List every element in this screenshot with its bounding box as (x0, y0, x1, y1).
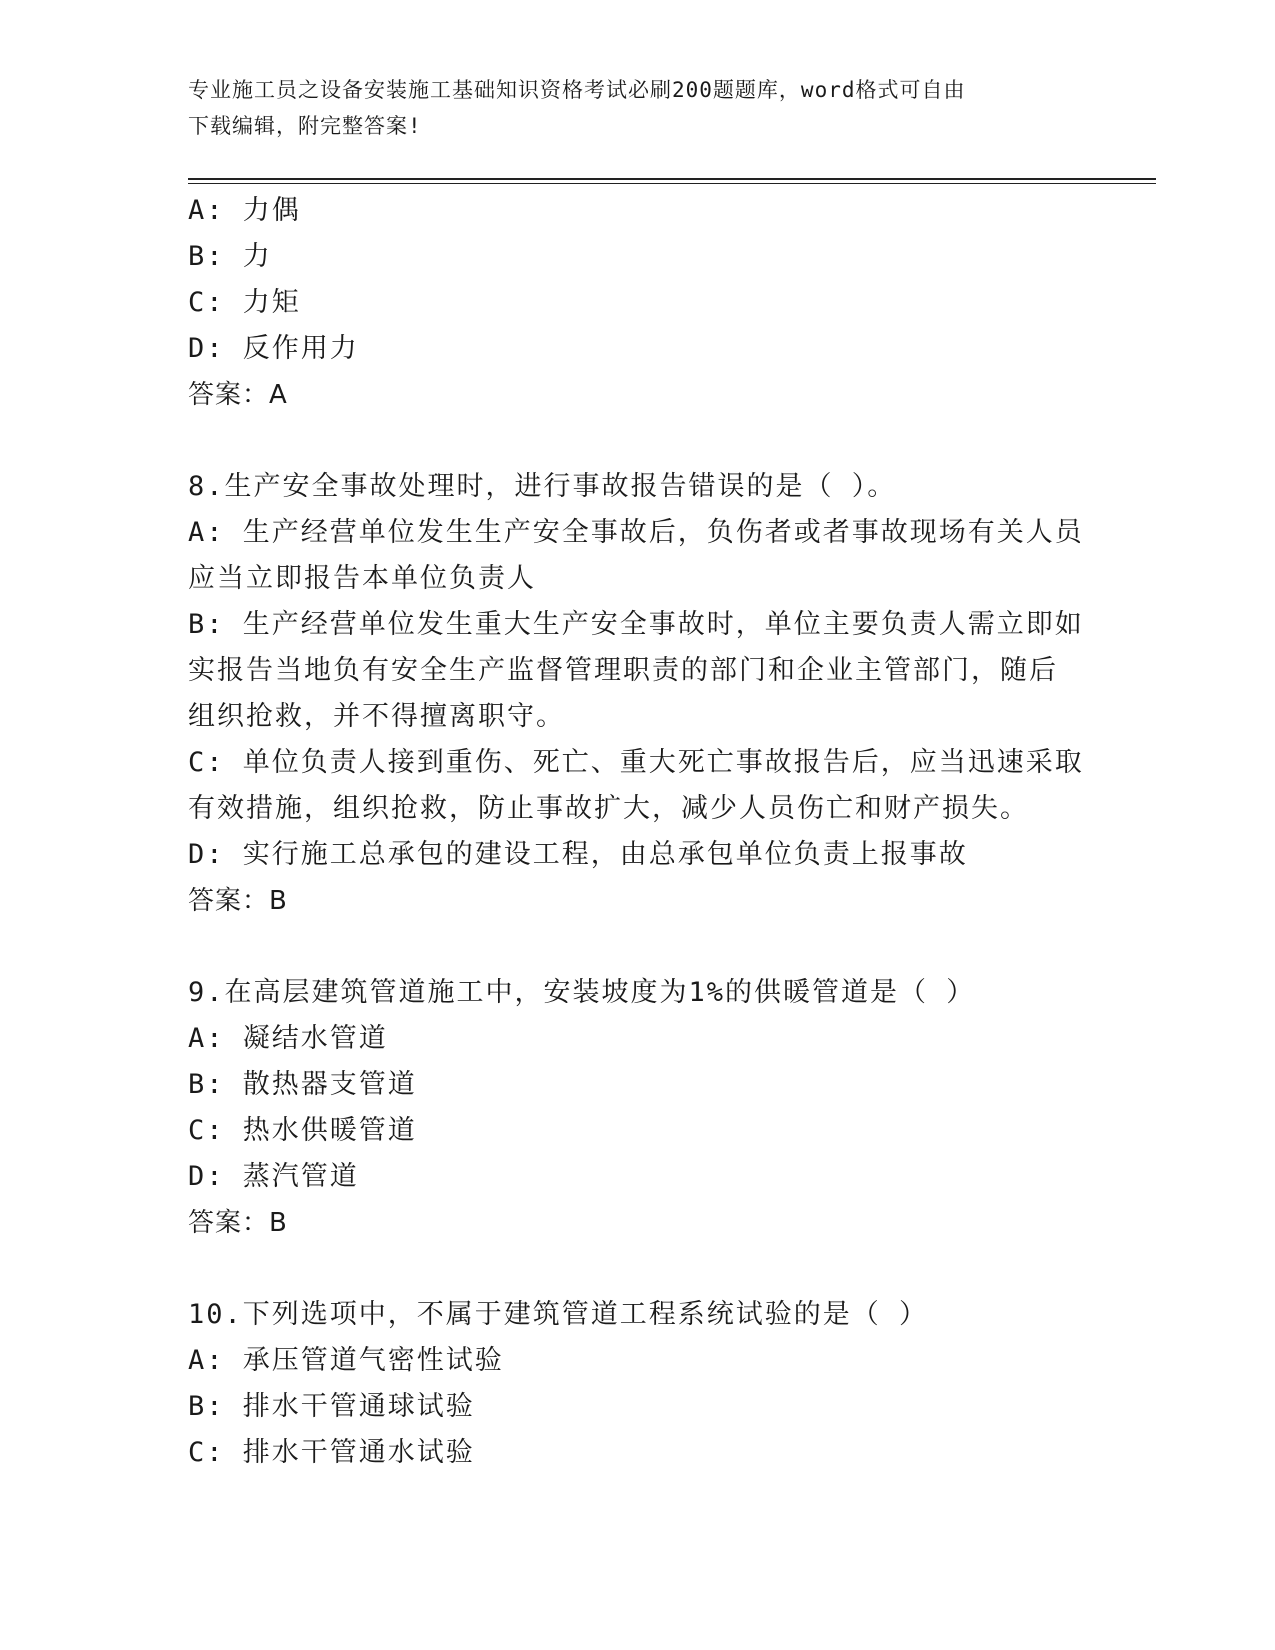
document-header (188, 72, 1088, 144)
spacer (188, 1246, 1088, 1292)
q9-option-a: A: 凝结水管道 (188, 1023, 388, 1054)
question-8-block (188, 464, 1088, 924)
q9-answer: 答案：B (188, 1208, 288, 1238)
q8-option-c-line1: C: 单位负责人接到重伤、死亡、重大死亡事故报告后，应当迅速采取 (188, 747, 1084, 778)
q10-option-b: B: 排水干管通球试验 (188, 1391, 475, 1422)
question-9-block (188, 970, 1088, 1246)
q8-option-b-line1: B: 生产经营单位发生重大生产安全事故时，单位主要负责人需立即如 (188, 609, 1084, 640)
q9-question: 9.在高层建筑管道施工中，安装坡度为1%的供暖管道是（ ） (188, 977, 976, 1008)
q8-option-b-line3: 组织抢救，并不得擅离职守。 (188, 701, 565, 732)
q10-option-a: A: 承压管道气密性试验 (188, 1345, 504, 1376)
question-content (188, 188, 1088, 1476)
header-divider-thin (188, 183, 1156, 184)
q8-answer: 答案：B (188, 886, 288, 916)
q9-option-d: D: 蒸汽管道 (188, 1161, 359, 1192)
header-divider-thick (188, 178, 1156, 180)
q8-option-a-line2: 应当立即报告本单位负责人 (188, 563, 536, 594)
question-10-block (188, 1292, 1088, 1476)
q9-option-b: B: 散热器支管道 (188, 1069, 417, 1100)
q8-option-b-line2: 实报告当地负有安全生产监督管理职责的部门和企业主管部门，随后 (188, 655, 1058, 686)
header-title-line2: 下载编辑，附完整答案! (188, 114, 422, 138)
q8-option-d: D: 实行施工总承包的建设工程，由总承包单位负责上报事故 (188, 839, 968, 870)
q8-question: 8.生产安全事故处理时，进行事故报告错误的是（ ）。 (188, 471, 897, 502)
question-7-block (188, 188, 1088, 418)
q7-option-d: D: 反作用力 (188, 333, 359, 364)
q7-option-b: B: 力 (188, 241, 272, 272)
q7-answer: 答案：A (188, 380, 288, 410)
header-title-line1: 专业施工员之设备安装施工基础知识资格考试必刷200题题库，word格式可自由 (188, 78, 966, 102)
q8-option-a-line1: A: 生产经营单位发生生产安全事故后，负伤者或者事故现场有关人员 (188, 517, 1084, 548)
q9-option-c: C: 热水供暖管道 (188, 1115, 417, 1146)
spacer (188, 418, 1088, 464)
q7-option-c: C: 力矩 (188, 287, 301, 318)
q10-option-c: C: 排水干管通水试验 (188, 1437, 475, 1468)
q10-question: 10.下列选项中，不属于建筑管道工程系统试验的是（ ） (188, 1299, 929, 1330)
q8-option-c-line2: 有效措施，组织抢救，防止事故扩大，减少人员伤亡和财产损失。 (188, 793, 1029, 824)
spacer (188, 924, 1088, 970)
q7-option-a: A: 力偶 (188, 195, 301, 226)
